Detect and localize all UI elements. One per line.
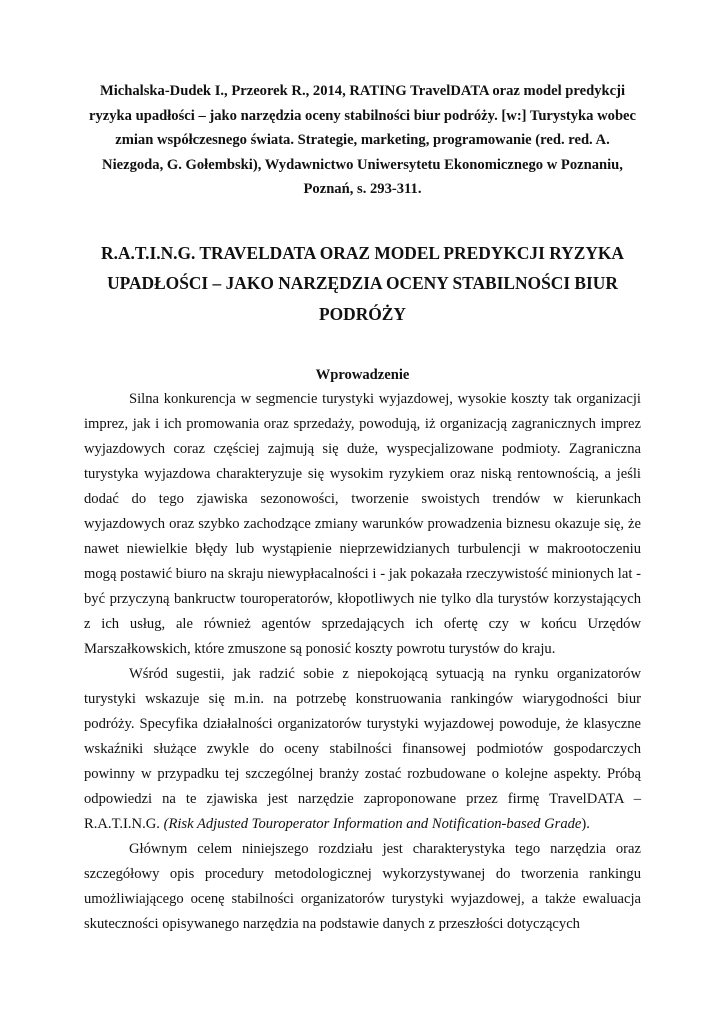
citation: Michalska-Dudek I., Przeorek R., 2014, RATING TravelDATA oraz model predykcji ryzyka upadłości – jako narzędzia oceny stabilności biur podróży. [w:] Turystyka wobec zmian współczesnego świata. Strategie, marketing, programowanie (red. red. A. Niezgoda, G. Gołembski), Wydawnictwo Uniwersytetu Ekonomicznego w Poznaniu, Poznań, s. 293-311. — [88, 83, 637, 198]
paragraph-2-end: ). — [581, 816, 590, 833]
paragraph-2-italic: (Risk Adjusted Touroperator Information and Notification-based Grade — [163, 816, 582, 833]
paragraph-2 — [84, 662, 641, 837]
chapter-title: R.A.T.I.N.G. TRAVELDATA ORAZ MODEL PREDYKCJI RYZYKA UPADŁOŚCI – JAKO NARZĘDZIA OCENY STABILNOŚCI BIUR PODRÓŻY — [101, 242, 624, 324]
paragraph-3: Głównym celem niniejszego rozdziału jest charakterystyka tego narzędzia oraz szczegółowy opis procedury metodologicznej wykorzystywanej do tworzenia rankingu umożliwiającego ocenę stabilności organizatorów turystyki wyjazdowej, a także ewaluacja skuteczności opisywanego narzędzia na podstawie danych z przeszłości dotyczących — [84, 841, 641, 933]
section-heading: Wprowadzenie — [315, 367, 410, 384]
document-page — [84, 79, 641, 937]
paragraph-1: Silna konkurencja w segmencie turystyki wyjazdowej, wysokie koszty tak organizacji imprez, jak i ich promowania oraz sprzedaży, powodują, iż organizacją zagranicznych imprez wyjazdowych coraz częściej zajmują się duże, wyspecjalizowane podmioty. Zagraniczna turystyka wyjazdowa charakteryzuje się wysokim ryzykiem oraz niską rentownością, a jeśli dodać do tego zjawiska sezonowości, tworzenie swoistych trendów w kierunkach wyjazdowych oraz szybko zachodzące zmiany warunków prowadzenia biznesu okazuje się, że nawet niewielkie błędy lub wystąpienie nieprzewidzianych turbulencji w makrootoczeniu mogą postawić biuro na skraju niewypłacalności i - jak pokazała rzeczywistość minionych lat - być przyczyną bankructw touroperatorów, kłopotliwych nie tylko dla turystów korzystających z ich usług, ale również agentów sprzedających ich ofertę czy w końcu Urzędów Marszałkowskich, które zmuszone są ponosić koszty powrotu turystów do kraju. — [84, 391, 641, 658]
paragraph-2-text: Wśród sugestii, jak radzić sobie z niepokojącą sytuacją na rynku organizatorów turystyki wskazuje się m.in. na potrzebę konstruowania rankingów wiarygodności biur podróży. Specyfika działalności organizatorów turystyki wyjazdowej powoduje, że klasyczne wskaźniki służące zwykle do oceny stabilności finansowej podmiotów gospodarczych powinny w przypadku tej szczególnej branży zostać rozbudowane o kolejne aspekty. Próbą odpowiedzi na te zjawiska jest narzędzie zaproponowane przez firmę TravelDATA – R.A.T.I.N.G. — [84, 666, 641, 833]
